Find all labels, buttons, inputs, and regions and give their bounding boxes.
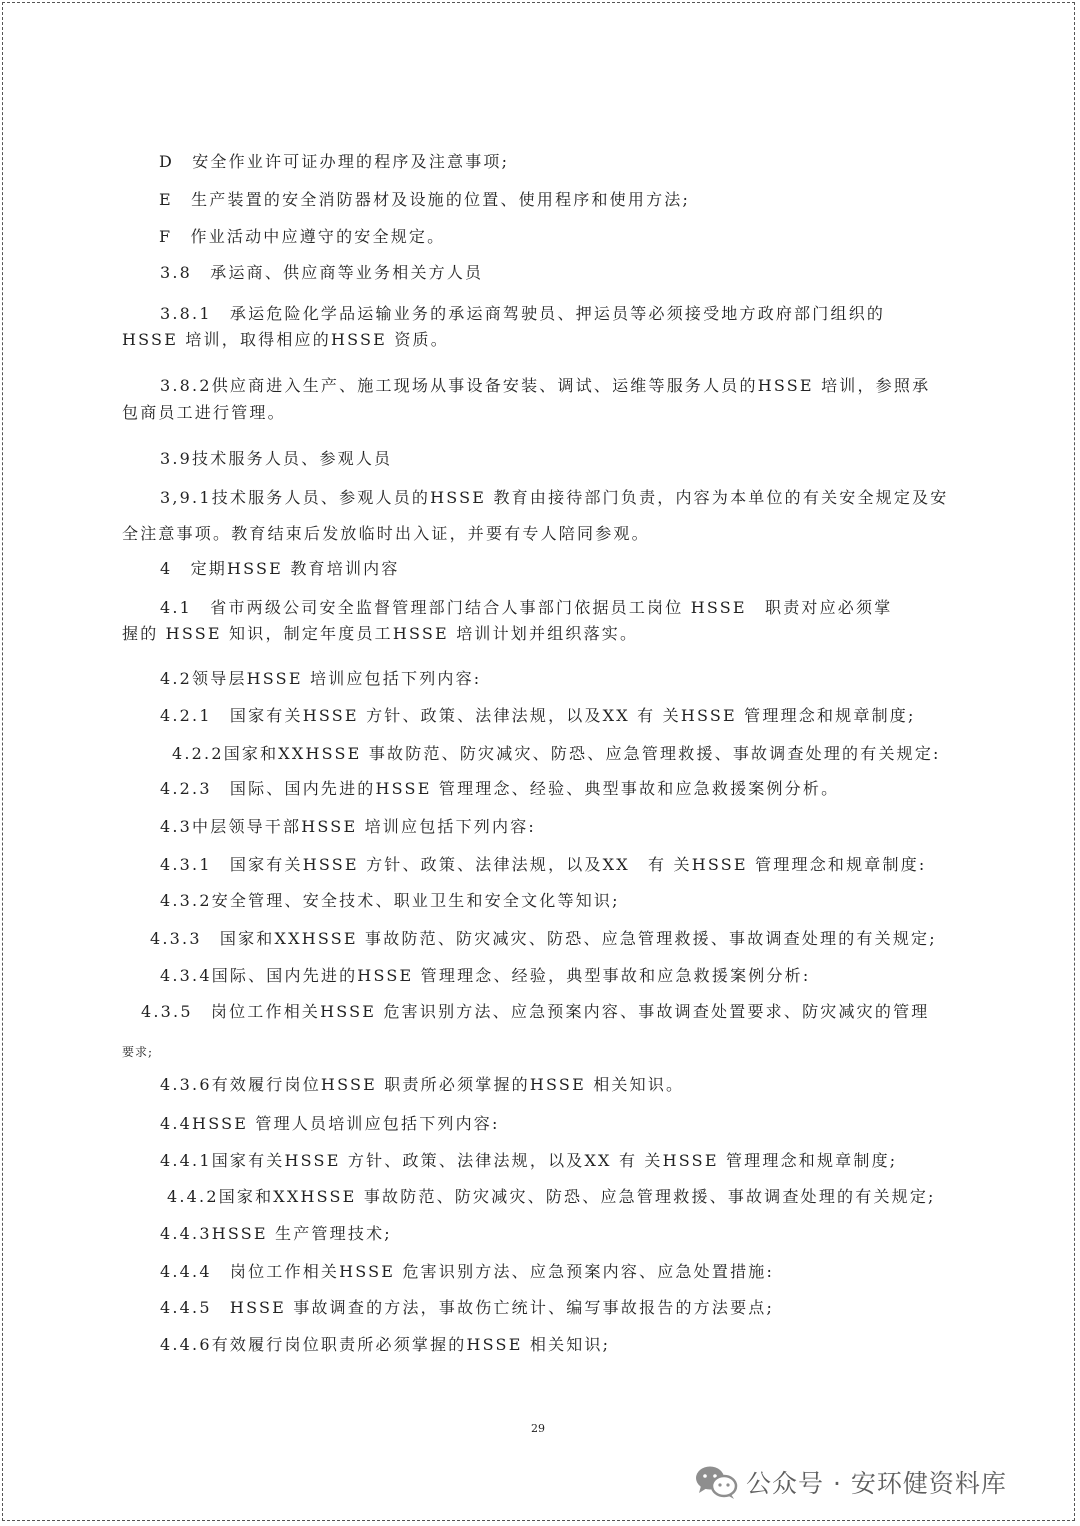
text-line: 4.3.6有效履行岗位HSSE 职责所必须掌握的HSSE 相关知识。 <box>160 1075 685 1094</box>
text-line: 4.3.4国际、国内先进的HSSE 管理理念、经验，典型事故和应急救援案例分析: <box>160 966 811 985</box>
page-number: 29 <box>531 1422 545 1435</box>
section-heading: 4 定期HSSE 教育培训内容 <box>160 559 400 578</box>
text-line: 全注意事项。教育结束后发放临时出入证，并要有专人陪同参观。 <box>122 524 650 543</box>
text-line: 4.4.2国家和XXHSSE 事故防范、防灾减灾、防恐、应急管理救援、事故调查处理的有关规定; <box>167 1187 936 1206</box>
watermark-text: 公众号 · 安环健资料库 <box>746 1469 1007 1498</box>
text-line: D 安全作业许可证办理的程序及注意事项; <box>159 152 510 171</box>
text-line: 4.4.6有效履行岗位职责所必须掌握的HSSE 相关知识; <box>160 1335 611 1354</box>
text-line: 4.2.3 国际、国内先进的HSSE 管理理念、经验、典型事故和应急救援案例分析。 <box>160 779 840 798</box>
text-line: 4.4.5 HSSE 事故调查的方法，事故伤亡统计、编写事故报告的方法要点; <box>160 1298 775 1317</box>
section-heading: 3.8 承运商、供应商等业务相关方人员 <box>160 263 484 282</box>
text-line: 4.3.1 国家有关HSSE 方针、政策、法律法规，以及XX 有 关HSSE 管理理念和规章制度: <box>160 855 927 874</box>
section-heading: 3.9技术服务人员、参观人员 <box>160 449 393 468</box>
text-line: 4.4.3HSSE 生产管理技术; <box>160 1224 392 1243</box>
text-line: 4.3.5 岗位工作相关HSSE 危害识别方法、应急预案内容、事故调查处置要求、防灾减灾的管理 <box>141 1002 930 1021</box>
text-line: 包商员工进行管理。 <box>122 403 286 422</box>
text-line: E 生产装置的安全消防器材及设施的位置、使用程序和使用方法; <box>159 190 691 209</box>
text-line: 3.8.1 承运危险化学品运输业务的承运商驾驶员、押运员等必须接受地方政府部门组织的 <box>160 304 886 323</box>
text-line: 4.1 省市两级公司安全监督管理部门结合人事部门依据员工岗位 HSSE 职责对应必须掌 <box>160 598 893 617</box>
section-heading: 4.2领导层HSSE 培训应包括下列内容: <box>160 669 482 688</box>
section-heading: 4.4HSSE 管理人员培训应包括下列内容: <box>160 1114 500 1133</box>
text-line: 3.8.2供应商进入生产、施工现场从事设备安装、调试、运维等服务人员的HSSE 培训，参照承 <box>160 376 931 395</box>
text-line: 4.3.2安全管理、安全技术、职业卫生和安全文化等知识; <box>160 891 620 910</box>
section-heading: 4.3中层领导干部HSSE 培训应包括下列内容: <box>160 817 536 836</box>
text-line: 4.2.2国家和XXHSSE 事故防范、防灾减灾、防恐、应急管理救援、事故调查处理的有关规定: <box>172 744 941 763</box>
text-line: 4.3.3 国家和XXHSSE 事故防范、防灾减灾、防恐、应急管理救援、事故调查处理的有关规定; <box>150 929 937 948</box>
text-line: F 作业活动中应遵守的安全规定。 <box>159 227 446 246</box>
watermark <box>694 1460 1007 1504</box>
text-line: 要求; <box>122 1045 154 1059</box>
text-line: HSSE 培训，取得相应的HSSE 资质。 <box>122 330 449 349</box>
text-line: 3,9.1技术服务人员、参观人员的HSSE 教育由接待部门负责，内容为本单位的有关安全规定及安 <box>160 488 949 507</box>
wechat-icon <box>694 1464 738 1500</box>
text-line: 握的 HSSE 知识，制定年度员工HSSE 培训计划并组织落实。 <box>122 624 639 643</box>
text-line: 4.4.1国家有关HSSE 方针、政策、法律法规，以及XX 有 关HSSE 管理理念和规章制度; <box>160 1151 898 1170</box>
text-line: 4.4.4 岗位工作相关HSSE 危害识别方法、应急预案内容、应急处置措施: <box>160 1262 775 1281</box>
text-line: 4.2.1 国家有关HSSE 方针、政策、法律法规，以及XX 有 关HSSE 管理理念和规章制度; <box>160 706 916 725</box>
